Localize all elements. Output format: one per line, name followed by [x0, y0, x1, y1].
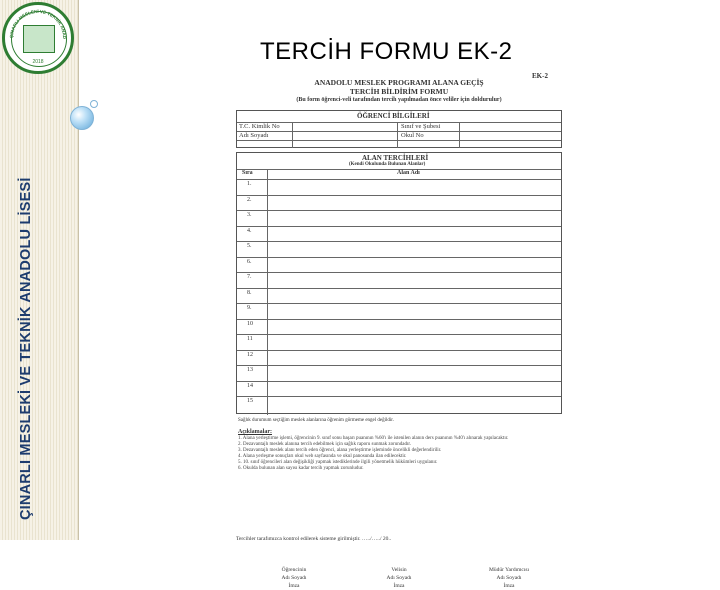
health-note: Sağlık durumum seçtiğim meslek alanlarına öğrenim görmeme engel değildir. [238, 418, 394, 423]
preference-row-number: 10 [247, 320, 253, 327]
col-sira: Sıra [242, 170, 253, 176]
form-heading-line1: ANADOLU MESLEK PROGRAMI ALANA GEÇİŞ [314, 78, 484, 87]
pref-section-sub: (Kendi Okulunda Bulunan Alanlar) [349, 162, 426, 167]
signature-sign: İmza [393, 583, 405, 589]
preference-row-number: 6. [247, 258, 252, 265]
preference-row-number: 4. [247, 227, 252, 234]
table-rule-vertical [267, 169, 268, 415]
table-rule [237, 140, 561, 141]
table-rule-vertical [397, 122, 398, 148]
table-rule [237, 272, 561, 273]
tc-label: T.C. Kimlik No [239, 123, 280, 130]
table-rule [237, 350, 561, 351]
preferences-table [236, 152, 562, 414]
table-rule-vertical [292, 122, 293, 148]
logo-text-arc [5, 5, 71, 71]
preference-row-number: 5. [247, 243, 252, 249]
explanation-item: 2. Dezavantajlı meslek alanına tercih edebilmek için sağlık raporu sunmak zorundadır. [238, 442, 411, 448]
signature-vice-principal [479, 566, 539, 590]
explanation-item: 5. 10. sınıf öğrencileri alan değişikliği yapmak istediklerinde ilgili yönetmelik hükümleri uygulanır. [238, 460, 438, 466]
signature-parent [369, 566, 429, 590]
table-rule [237, 334, 561, 335]
table-rule [237, 195, 561, 196]
preference-row-number: 8. [247, 289, 252, 296]
signature-name: Adı Soyadı [281, 575, 307, 581]
explanation-item: 1. Alana yerleştirme işlemi, öğrencinin 9. sınıf sonu başarı puanının %60'ı ile istenilen alanın ders puanının %40'ı alınarak yapılacaktır. [238, 436, 509, 441]
signature-sign: İmza [288, 583, 300, 589]
col-alan: Alan Adı [397, 170, 420, 176]
signature-name: Adı Soyadı [386, 575, 412, 581]
preference-row-number: 15 [247, 398, 253, 404]
table-rule [237, 131, 561, 132]
pref-section-title: ALAN TERCİHLERİ [362, 154, 429, 162]
name-label: Adı Soyadı [239, 132, 269, 139]
signature-role: Velisin [391, 567, 407, 573]
school-sidebar [0, 0, 78, 540]
preference-row-number: 3. [247, 212, 252, 218]
signature-role: Müdür Yardımcısı [488, 567, 530, 573]
preference-row-number: 11 [247, 336, 253, 342]
explanation-item: 4. Alana yerleşme sonuçları okul web sayfasında ve okul panosunda ilan edilecektir. [238, 454, 407, 460]
school-logo [2, 2, 74, 74]
school-no-label: Okul No [401, 132, 424, 139]
table-rule [237, 381, 561, 382]
preference-row-number: 1. [247, 181, 252, 187]
table-rule [237, 319, 561, 320]
table-rule-vertical [459, 122, 460, 148]
signature-sign: İmza [503, 583, 515, 589]
table-rule [237, 303, 561, 304]
student-section-title: ÖĞRENCİ BİLGİLERİ [357, 112, 430, 120]
form-heading-note: (Bu form öğrenci-veli tarafından tercih yapılmadan önce veliler için doldurulur) [296, 97, 502, 103]
table-rule [237, 241, 561, 242]
table-rule [237, 365, 561, 366]
table-rule [237, 226, 561, 227]
decor-ball [70, 106, 94, 130]
explanations-title: Açıklamalar: [238, 429, 272, 435]
preference-row-number: 2. [247, 196, 252, 203]
explanation-item: 3. Dezavantajlı meslek alanı tercih eden öğrenci, alana yerleştirme işleminde öncelikli değerlendirilir. [238, 448, 442, 454]
signature-name: Adı Soyadı [496, 575, 522, 581]
preference-row-number: 9. [247, 305, 252, 311]
form-document [234, 72, 564, 589]
signature-role: Öğrencinin [281, 567, 307, 573]
svg-text:ÇINARLI MESLEKİ VE TEKNİK ANAD [5, 5, 67, 40]
preference-row-number: 12 [247, 351, 253, 358]
sidebar-divider [78, 0, 79, 540]
form-heading-line2: TERCİH BİLDİRİM FORMU [349, 87, 449, 96]
class-label: Sınıf ve Şubesi [401, 123, 441, 130]
form-ek-label: EK-2 [532, 72, 548, 80]
table-rule [237, 257, 561, 258]
preference-row-number: 14 [247, 382, 253, 389]
preference-row-number: 7. [247, 274, 252, 280]
explanations-list [238, 436, 558, 473]
table-rule [237, 179, 561, 180]
signature-student [264, 566, 324, 590]
explanation-item: 6. Okulda bulunan alan sayısı kadar tercih yapmak zorunludur. [238, 466, 364, 472]
preference-row-number: 13 [247, 367, 253, 373]
school-name-vertical: ÇINARLI MESLEKİ VE TEKNİK ANADOLU LİSESİ [18, 177, 34, 520]
decor-small-ring [90, 100, 98, 108]
registration-note: Tercihler tarafımızca kontrol edilerek sisteme girilmiştir. …../…../ 20.. [236, 536, 392, 542]
table-rule [237, 288, 561, 289]
logo-text: ÇINARLI MESLEKİ VE TEKNİK ANAD [8, 8, 68, 40]
slide-title: TERCİH FORMU EK-2 [260, 38, 513, 65]
table-rule [237, 396, 561, 397]
logo-year: 2018 [32, 59, 44, 65]
table-rule [237, 122, 561, 123]
table-rule [237, 210, 561, 211]
student-info-table [236, 110, 562, 148]
